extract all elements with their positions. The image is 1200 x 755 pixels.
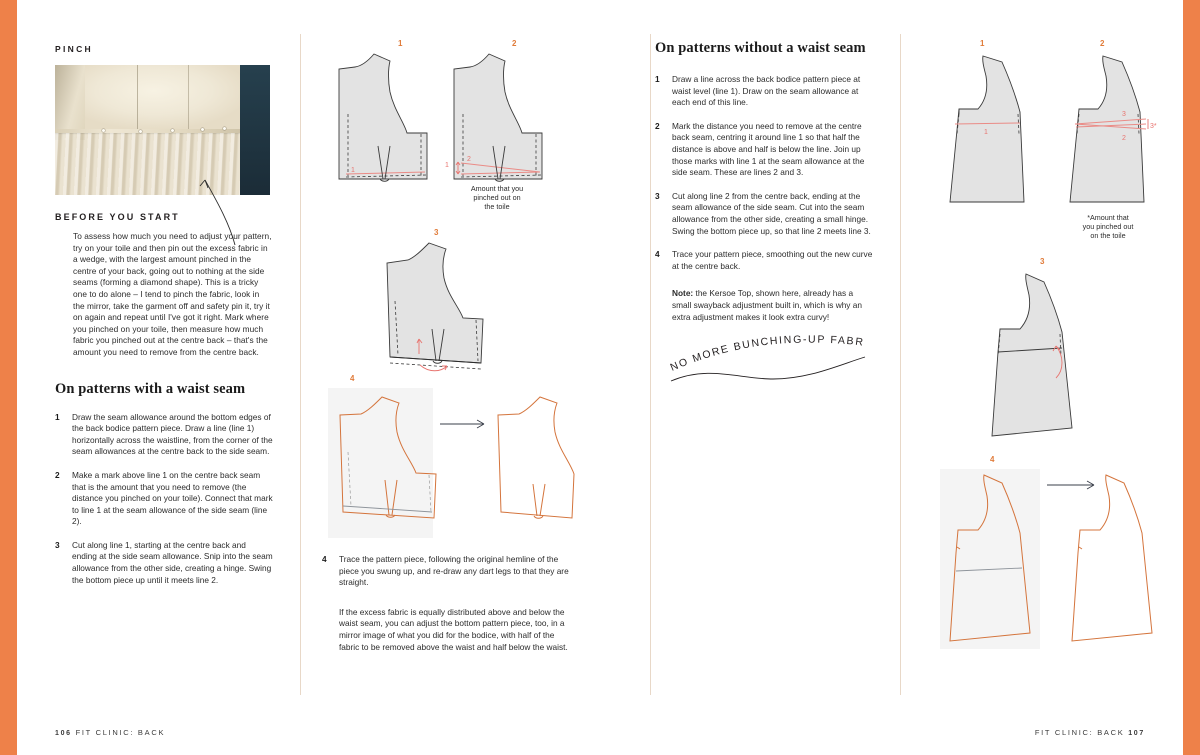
figure-caption-line: *Amount that: [1087, 213, 1129, 222]
before-you-start-body: To assess how much you need to adjust your pattern, try on your toile and then pin out the excess fabric in a wedge, with the largest amount pinched in the centre of your back, going out to nothing at the side seams (forming a diamond shape). This is a tricky one to do alone – I tend to pinch the fabric, look in the mirror, take the garment off and safety pin it, try it on again and repeat until I've got it right. Mark where you pinched on your toile, then measure how much fabric you pinched out at the centre back – that's the amount you need to remove from the centre back.: [73, 231, 272, 357]
page-number: 106: [55, 730, 72, 737]
section-title-waist-seam: On patterns with a waist seam: [55, 380, 246, 397]
pinch-kicker: PINCH: [55, 44, 93, 54]
figure-caption-line: Amount that you: [470, 184, 524, 193]
page-edge-bar-right: [1183, 0, 1200, 755]
step-item: [655, 249, 873, 272]
figure-group-r4: [922, 453, 1182, 653]
figure-number-1: 1: [980, 39, 985, 48]
step-text: Cut along line 2 from the centre back, ending at the seam allowance of the side seam. Cut into the seam allowance from the other side, creating a small hinge. Swing the bottom piece up, so that line 2 meets line 3.: [672, 190, 871, 236]
banner-no-more-bunching: [664, 330, 869, 387]
figure-group-r3: [922, 254, 1182, 449]
steps-list-without-waist-seam: [655, 74, 873, 323]
footer-text: FIT CLINIC: BACK: [1034, 728, 1125, 737]
pattern-piece-bodice-3: [387, 243, 483, 371]
figure-caption-line: pinched out on: [473, 193, 521, 202]
left-diagram-column: [322, 36, 587, 665]
note-block: [672, 288, 873, 323]
figure-tile-background: [328, 388, 433, 538]
figure-number-4: 4: [350, 374, 355, 383]
step-number: 3: [55, 539, 60, 550]
before-you-start-heading: BEFORE YOU START: [55, 212, 180, 222]
figure-number-2: 2: [1100, 39, 1105, 48]
figure-number-3: 3: [434, 228, 439, 237]
step-number: 3: [655, 190, 660, 201]
step-item: [322, 554, 570, 589]
figure-number-3: 3: [1040, 257, 1045, 266]
step-number: 4: [655, 249, 660, 260]
figure-group-4: [322, 372, 587, 540]
figure-caption-line: on the toile: [1090, 231, 1126, 240]
figure-number-2: 2: [512, 39, 517, 48]
step-number: 1: [55, 411, 60, 422]
step-item: [55, 412, 273, 458]
book-spread: [17, 0, 1183, 755]
pattern-piece-final-r4: [1072, 475, 1152, 641]
left-text-column: [55, 44, 273, 598]
step-number-spacer: [322, 607, 339, 653]
steps-list-left-step4: [322, 554, 570, 653]
line-label-2: 2: [467, 156, 471, 163]
step-item: [55, 470, 273, 528]
right-diagram-column: [922, 36, 1182, 653]
figure-number-4: 4: [990, 455, 995, 464]
line-label-3-star: 3*: [1150, 123, 1157, 130]
step-text: Mark the distance you need to remove at the centre back seam, centring it around line 1 so that half the distance is above and half is below the line. Join up those marks with line 1 at the seam allowance at the side seam. These are lines 2 and 3.: [672, 120, 865, 178]
step-item: [655, 191, 873, 237]
step-text-secondary: If the excess fabric is equally distributed above and below the waist seam, you can adjust the bottom pattern piece, too, in a mirror image of what you did for the bodice, with half of the fabric to be removed above the waist and half below the waist.: [339, 606, 568, 652]
figure-group-3: [322, 225, 587, 370]
pattern-piece-top-3: [992, 274, 1072, 436]
column-divider-3: [900, 34, 901, 695]
note-text: the Kersoe Top, shown here, already has a small swayback adjustment built in, which is why an extra adjustment makes it look extra curvy!: [672, 288, 862, 322]
footer-text: FIT CLINIC: BACK: [75, 728, 166, 737]
figure-caption-line: the toile: [484, 202, 510, 211]
page-edge-bar-left: [0, 0, 17, 755]
step-text: Trace the pattern piece, following the original hemline of the piece you swung up, and re-draw any dart legs to that they are straight.: [339, 554, 569, 588]
step-text: Make a mark above line 1 on the centre back seam that is the amount that you need to remove (the distance you pinched on your toile). Connect that mark to line 1 at the seam allowance of the side seam (line 2).: [72, 469, 273, 527]
step-item: [322, 607, 570, 653]
note-label: Note:: [672, 288, 694, 299]
note-spacer: [655, 288, 672, 323]
column-divider-1: [300, 34, 301, 695]
photo-pointer-arrow: [167, 150, 277, 260]
figure-group-1-2: [322, 36, 587, 221]
column-divider-2: [650, 34, 651, 695]
step-item: [55, 540, 273, 586]
pattern-piece-top-2: [1070, 56, 1157, 202]
transform-arrow: [1047, 481, 1094, 489]
pattern-piece-final-4: [498, 397, 574, 518]
step-text: Cut along line 1, starting at the centre back and ending at the side seam allowance. Snip into the seam allowance from the other side, creating a hinge. Swing the bottom piece up until it meets line 2.: [72, 539, 273, 585]
figure-caption-line: you pinched out: [1082, 222, 1134, 231]
transform-arrow: [440, 420, 484, 428]
figure-tile-background: [940, 469, 1040, 649]
step-text: Trace your pattern piece, smoothing out the new curve at the centre back.: [672, 249, 873, 271]
line-label-3: 3: [1122, 111, 1126, 118]
step-number: 1: [655, 74, 660, 84]
step-item: [655, 121, 873, 179]
pattern-piece-bodice-1: [339, 54, 427, 181]
banner-text: NO MORE BUNCHING-UP FABRIC!: [664, 330, 866, 374]
footer-left: [55, 728, 165, 737]
step-item: [655, 74, 873, 109]
section-title-without-waist-seam: On patterns without a waist seam: [655, 40, 866, 56]
line-label-1: 1: [351, 167, 355, 174]
step-text: Draw a line across the back bodice pattern piece at waist level (line 1). Draw on the seam allowance at each end of this line.: [672, 74, 861, 108]
step-number: 2: [655, 120, 660, 131]
steps-list-waist-seam: [55, 412, 273, 587]
footer-right: [1035, 728, 1145, 737]
step-text: Draw the seam allowance around the bottom edges of the back bodice pattern piece. Draw a line (line 1) horizontally across the waistline, from the corner of the seam allowances at the centre back to the side seam.: [72, 411, 273, 457]
note-item: [655, 288, 873, 323]
line-label-2: 2: [1122, 135, 1126, 142]
step-number: 4: [322, 554, 327, 564]
page-number: 107: [1128, 730, 1145, 737]
line-label-1: 1: [445, 162, 449, 169]
line-label-1: 1: [984, 129, 988, 136]
pattern-piece-bodice-2: [445, 54, 542, 181]
right-text-column: [655, 40, 873, 387]
pattern-piece-top-1: [950, 56, 1024, 202]
figure-number-1: 1: [398, 39, 403, 48]
step-number: 2: [55, 469, 60, 480]
figure-group-r1-r2: [922, 36, 1182, 240]
